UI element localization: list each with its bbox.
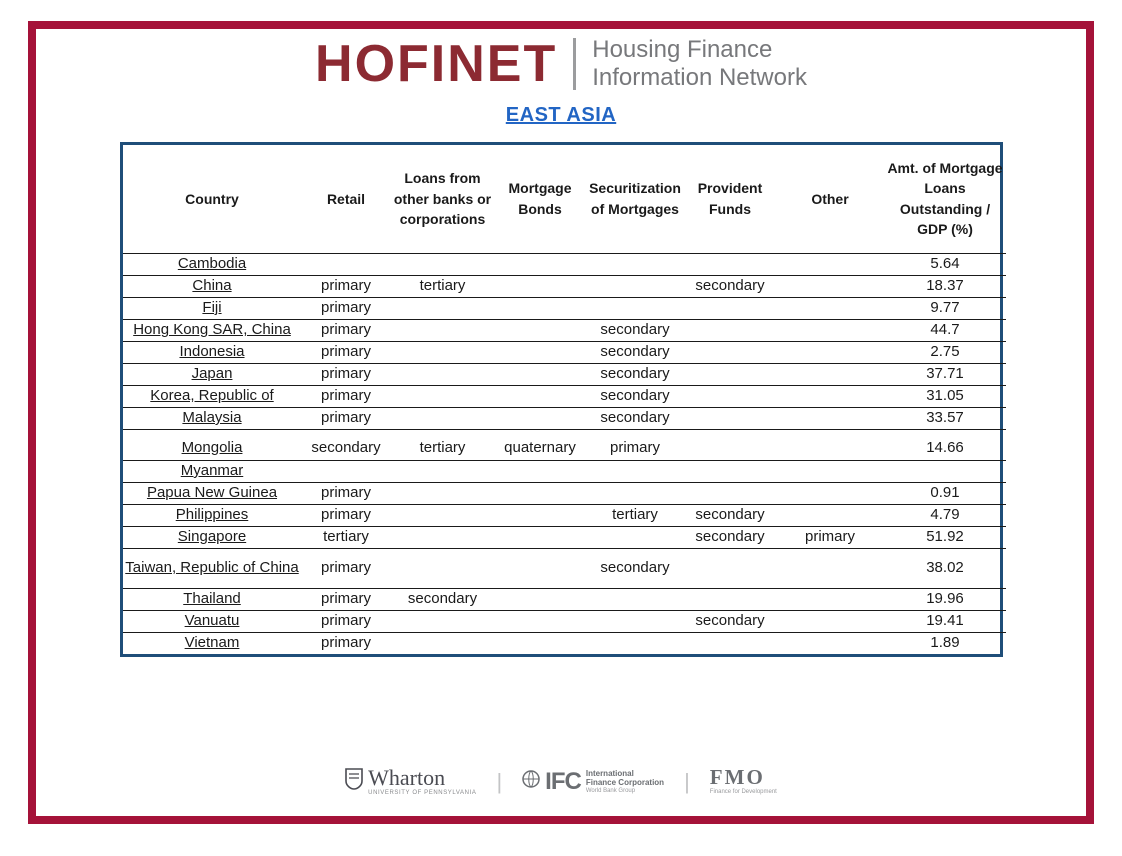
category-cell: primary: [320, 484, 371, 501]
table-row: [123, 460, 1006, 482]
category-cell: [776, 460, 884, 482]
amt-cell: 31.05: [926, 387, 964, 404]
country-link[interactable]: Hong Kong SAR, China: [133, 321, 291, 338]
amt-cell: 19.96: [926, 590, 964, 607]
table-row: [123, 275, 1006, 297]
table-row: [123, 548, 1006, 588]
fmo-subtext: Finance for Development: [709, 789, 777, 796]
tagline-line1: Housing Finance: [592, 36, 773, 63]
category-cell: secondary: [407, 590, 478, 607]
category-cell: [391, 526, 494, 548]
category-cell: [586, 482, 684, 504]
country-link[interactable]: Vietnam: [184, 634, 240, 652]
brand-header: [0, 36, 1122, 91]
column-header-provident-funds: Provident Funds: [684, 145, 776, 253]
brand-tagline: [592, 36, 807, 91]
country-cell: [123, 632, 301, 654]
category-cell: [301, 460, 391, 482]
amt-cell: 4.79: [930, 506, 960, 523]
country-link[interactable]: Papua New Guinea: [146, 484, 278, 501]
category-cell: primary: [320, 277, 371, 294]
category-cell: [586, 632, 684, 654]
fmo-logo: [709, 765, 777, 796]
category-cell: [776, 610, 884, 632]
country-link[interactable]: Indonesia: [179, 343, 245, 360]
amt-cell: 19.41: [926, 612, 964, 629]
category-cell: [391, 482, 494, 504]
category-cell: [494, 482, 586, 504]
amt-cell: 37.71: [926, 365, 964, 382]
tagline-line2: Information Network: [592, 63, 807, 91]
ifc-name-line2: Finance Corporation: [585, 778, 665, 788]
category-cell: [776, 341, 884, 363]
country-link[interactable]: Thailand: [183, 590, 241, 607]
category-cell: [776, 275, 884, 297]
country-cell: [123, 341, 301, 363]
category-cell: [391, 504, 494, 526]
category-cell: [586, 460, 684, 482]
table-row: [123, 363, 1006, 385]
table-row: [123, 407, 1006, 429]
category-cell: [684, 460, 776, 482]
category-cell: quaternary: [504, 438, 576, 456]
table-row: [123, 341, 1006, 363]
category-cell: [494, 407, 586, 429]
category-cell: secondary: [695, 506, 765, 523]
category-cell: primary: [320, 365, 371, 382]
column-header-country: Country: [123, 145, 301, 253]
category-cell: [776, 319, 884, 341]
country-cell: [123, 504, 301, 526]
ifc-logo: [522, 769, 664, 794]
column-header-amt-gdp: Amt. of Mortgage Loans Outstanding / GDP (%): [884, 145, 1006, 253]
wharton-shield-icon: [345, 768, 363, 795]
logo-divider: [573, 38, 576, 90]
table-row: [123, 253, 1006, 275]
market-table: [123, 145, 1006, 654]
amt-cell: 14.66: [926, 438, 964, 456]
category-cell: [391, 460, 494, 482]
category-cell: tertiary: [419, 438, 466, 456]
wharton-subtext: UNIVERSITY OF PENNSYLVANIA: [368, 789, 477, 796]
column-header-other: Other: [776, 145, 884, 253]
country-cell: [123, 319, 301, 341]
category-cell: [494, 548, 586, 588]
amt-cell: 2.75: [930, 343, 960, 360]
country-link[interactable]: China: [192, 277, 232, 294]
category-cell: [684, 297, 776, 319]
category-cell: tertiary: [419, 277, 466, 294]
market-table-container: [120, 142, 1003, 657]
category-cell: [391, 407, 494, 429]
category-cell: [776, 548, 884, 588]
amt-cell: 51.92: [926, 528, 964, 545]
category-cell: [494, 253, 586, 275]
category-cell: tertiary: [612, 506, 658, 523]
category-cell: [684, 363, 776, 385]
category-cell: primary: [320, 343, 371, 360]
table-row: [123, 526, 1006, 548]
ifc-name-line1: International: [585, 769, 634, 779]
category-cell: primary: [320, 409, 371, 426]
table-row: [123, 297, 1006, 319]
category-cell: [776, 253, 884, 275]
table-row: [123, 610, 1006, 632]
category-cell: [684, 319, 776, 341]
ifc-subtext: World Bank Group: [585, 787, 636, 794]
table-body: [123, 253, 1006, 654]
category-cell: [776, 504, 884, 526]
category-cell: [684, 482, 776, 504]
hofinet-logo: HOFINET: [315, 34, 558, 93]
country-link[interactable]: Singapore: [177, 528, 247, 545]
category-cell: [494, 632, 586, 654]
wharton-logo: [345, 765, 477, 796]
category-cell: [776, 407, 884, 429]
table-row: [123, 504, 1006, 526]
country-cell: [123, 297, 301, 319]
category-cell: [494, 297, 586, 319]
category-cell: secondary: [600, 409, 670, 426]
category-cell: primary: [320, 559, 371, 576]
category-cell: [586, 275, 684, 297]
category-cell: [391, 385, 494, 407]
category-cell: primary: [804, 528, 855, 545]
category-cell: tertiary: [323, 528, 369, 545]
category-cell: [776, 429, 884, 460]
region-heading: [0, 104, 1122, 127]
category-cell: [586, 588, 684, 610]
category-cell: [776, 588, 884, 610]
category-cell: [776, 363, 884, 385]
amt-cell: 33.57: [926, 409, 964, 426]
category-cell: secondary: [311, 438, 381, 456]
category-cell: [494, 460, 586, 482]
amt-cell: [884, 460, 1006, 482]
category-cell: primary: [320, 612, 371, 629]
category-cell: [684, 341, 776, 363]
category-cell: [586, 610, 684, 632]
category-cell: secondary: [600, 365, 670, 382]
category-cell: [494, 504, 586, 526]
category-cell: [494, 526, 586, 548]
category-cell: [684, 385, 776, 407]
table-row: [123, 588, 1006, 610]
column-header-retail: Retail: [301, 145, 391, 253]
category-cell: primary: [320, 387, 371, 404]
category-cell: [684, 548, 776, 588]
category-cell: [586, 297, 684, 319]
category-cell: [494, 363, 586, 385]
category-cell: secondary: [695, 612, 765, 629]
category-cell: [391, 610, 494, 632]
category-cell: primary: [320, 321, 371, 338]
amt-cell: 44.7: [930, 321, 960, 338]
ifc-globe-icon: [522, 770, 540, 793]
category-cell: [301, 253, 391, 275]
table-row: [123, 482, 1006, 504]
category-cell: [494, 275, 586, 297]
country-link[interactable]: Taiwan, Republic of China: [125, 559, 299, 576]
category-cell: [684, 429, 776, 460]
category-cell: secondary: [600, 387, 670, 404]
country-cell: [123, 482, 301, 504]
category-cell: secondary: [600, 559, 670, 576]
category-cell: [494, 610, 586, 632]
footer-separator: |: [496, 768, 503, 794]
category-cell: [391, 319, 494, 341]
category-cell: primary: [320, 634, 371, 652]
column-header-loans-other-banks: Loans from other banks or corporations: [391, 145, 494, 253]
category-cell: secondary: [695, 277, 765, 294]
category-cell: primary: [320, 506, 371, 523]
country-link[interactable]: Fiji: [202, 299, 222, 316]
category-cell: [684, 632, 776, 654]
country-link[interactable]: Mongolia: [181, 438, 243, 456]
category-cell: primary: [320, 590, 371, 607]
column-header-mortgage-bonds: Mortgage Bonds: [494, 145, 586, 253]
category-cell: [684, 588, 776, 610]
country-cell: [123, 610, 301, 632]
amt-cell: 1.89: [930, 634, 960, 652]
header-row: [123, 145, 1006, 253]
country-link[interactable]: Philippines: [175, 506, 249, 523]
amt-cell: 0.91: [930, 484, 960, 501]
category-cell: [391, 548, 494, 588]
country-cell: [123, 429, 301, 460]
fmo-name: FMO: [709, 765, 765, 790]
category-cell: primary: [320, 299, 371, 316]
country-cell: [123, 385, 301, 407]
table-row: [123, 319, 1006, 341]
category-cell: [391, 253, 494, 275]
country-link[interactable]: Cambodia: [177, 255, 247, 272]
country-link[interactable]: Vanuatu: [184, 612, 240, 629]
category-cell: [494, 341, 586, 363]
category-cell: [391, 341, 494, 363]
country-cell: [123, 526, 301, 548]
region-title-link[interactable]: EAST ASIA: [505, 104, 617, 126]
category-cell: [776, 297, 884, 319]
category-cell: [391, 297, 494, 319]
category-cell: [776, 632, 884, 654]
country-cell: [123, 407, 301, 429]
category-cell: [684, 407, 776, 429]
amt-cell: 5.64: [930, 255, 960, 272]
category-cell: [776, 385, 884, 407]
category-cell: secondary: [600, 343, 670, 360]
country-cell: [123, 275, 301, 297]
country-link[interactable]: Japan: [191, 365, 233, 382]
column-header-securitization: Securitization of Mortgages: [586, 145, 684, 253]
category-cell: primary: [609, 438, 660, 456]
country-cell: [123, 588, 301, 610]
category-cell: [776, 482, 884, 504]
amt-cell: 38.02: [926, 559, 964, 576]
footer-separator: |: [684, 768, 690, 794]
amt-cell: 9.77: [930, 299, 960, 316]
country-link[interactable]: Myanmar: [180, 462, 244, 479]
ifc-abbr: IFC: [545, 768, 581, 796]
category-cell: [494, 588, 586, 610]
country-cell: [123, 253, 301, 275]
table-row: [123, 632, 1006, 654]
table-row: [123, 385, 1006, 407]
category-cell: secondary: [695, 528, 765, 545]
table-row: [123, 429, 1006, 460]
amt-cell: 18.37: [926, 277, 964, 294]
category-cell: [391, 363, 494, 385]
country-link[interactable]: Korea, Republic of: [150, 387, 274, 404]
category-cell: [586, 526, 684, 548]
country-cell: [123, 548, 301, 588]
category-cell: [684, 253, 776, 275]
category-cell: [494, 319, 586, 341]
category-cell: [586, 253, 684, 275]
footer-logos: [0, 765, 1122, 796]
country-cell: [123, 363, 301, 385]
category-cell: [391, 632, 494, 654]
category-cell: [494, 385, 586, 407]
country-cell: [123, 460, 301, 482]
wharton-name: Wharton: [368, 765, 446, 790]
country-link[interactable]: Malaysia: [182, 409, 242, 426]
category-cell: secondary: [600, 321, 670, 338]
